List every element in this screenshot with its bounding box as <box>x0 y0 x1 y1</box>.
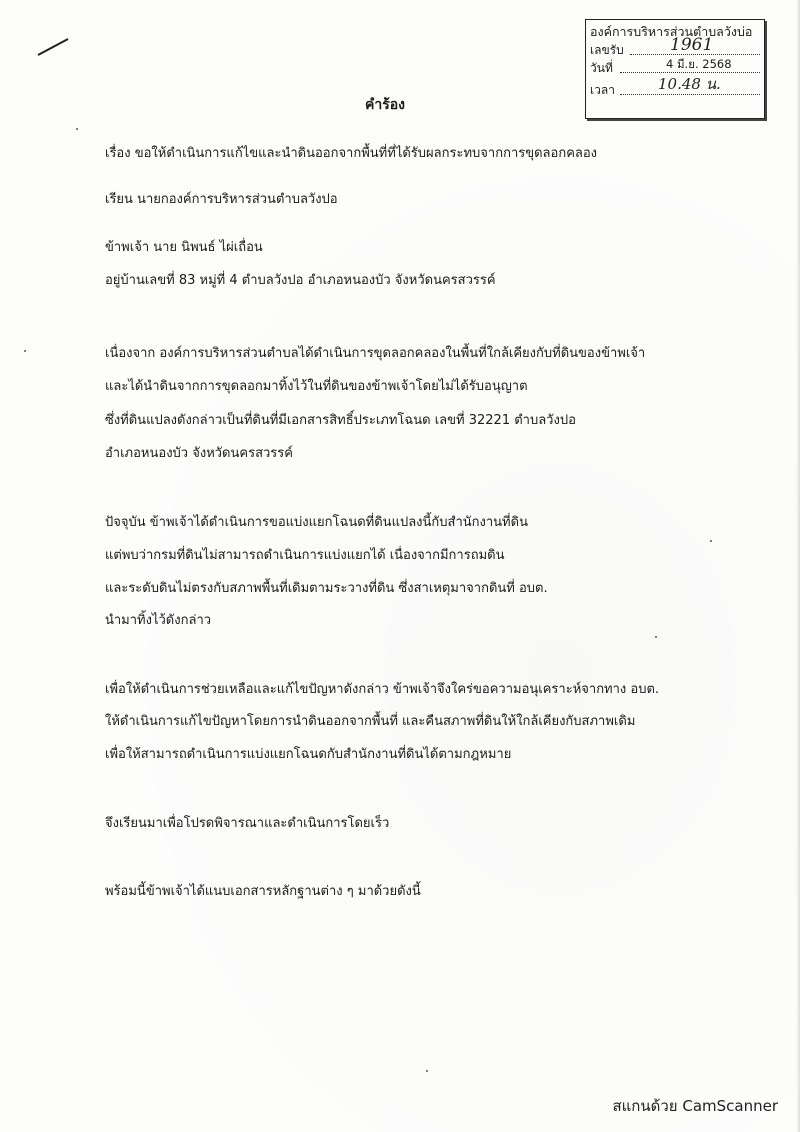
stamp-time-label: เวลา <box>590 83 615 97</box>
paragraph-line: และระดับดินไม่ตรงกับสภาพพื้นที่เดิมตามระวางที่ดิน ซึ่งสาเหตุมาจากดินที่ อบต. <box>105 581 548 596</box>
attachments-line: พร้อมนี้ข้าพเจ้าได้แนบเอกสารหลักฐานต่าง ๆ มาด้วยดังนี้ <box>105 884 421 899</box>
salutation-line: เรียน นายกองค์การบริหารส่วนตำบลวังปอ <box>105 192 338 207</box>
camscanner-watermark: สแกนด้วย CamScanner <box>612 1097 778 1115</box>
scan-speck <box>76 128 78 130</box>
paragraph-line: แต่พบว่ากรมที่ดินไม่สามารถดำเนินการแบ่งแยกได้ เนื่องจากมีการถมดิน <box>105 548 505 563</box>
closing-line: จึงเรียนมาเพื่อโปรดพิจารณาและดำเนินการโดยเร็ว <box>105 816 390 831</box>
stamp-received-number: 1961 <box>670 35 714 55</box>
paragraph-line: ให้ดำเนินการแก้ไขปัญหาโดยการนำดินออกจากพื้นที่ และคืนสภาพที่ดินให้ใกล้เคียงกับสภาพเดิม <box>105 714 636 729</box>
subject-line: เรื่อง ขอให้ดำเนินการแก้ไขและนำดินออกจากพื้นที่ที่ได้รับผลกระทบจากการขุดลอกคลอง <box>105 146 598 161</box>
sender-name: ข้าพเจ้า นาย นิพนธ์ ไผ่เถื่อน <box>105 240 263 255</box>
stamp-dotted-line <box>620 94 760 95</box>
paragraph-line: เพื่อให้ดำเนินการช่วยเหลือและแก้ไขปัญหาดังกล่าว ข้าพเจ้าจึงใคร่ขอความอนุเคราะห์จากทาง อบต. <box>105 682 660 697</box>
paragraph-line: เนื่องจาก องค์การบริหารส่วนตำบลได้ดำเนินการขุดลอกคลองในพื้นที่ใกล้เคียงกับที่ดินของข้าพเจ้า <box>105 346 646 361</box>
stamp-date-label: วันที่ <box>590 61 613 75</box>
received-stamp <box>585 19 765 119</box>
paragraph-line: อำเภอหนองบัว จังหวัดนครสวรรค์ <box>105 446 293 461</box>
stamp-time-value: 10.48 น. <box>658 75 721 93</box>
paragraph-line: นำมาทิ้งไว้ดังกล่าว <box>105 613 212 628</box>
stamp-title: องค์การบริหารส่วนตำบลวังบ่อ <box>590 24 753 39</box>
paragraph-line: ปัจจุบัน ข้าพเจ้าได้ดำเนินการขอแบ่งแยกโฉนดที่ดินแปลงนี้กับสำนักงานที่ดิน <box>105 515 528 530</box>
sender-address: อยู่บ้านเลขที่ 83 หมู่ที่ 4 ตำบลวังปอ อำเภอหนองบัว จังหวัดนครสวรรค์ <box>105 273 496 288</box>
paragraph-line: เพื่อให้สามารถดำเนินการแบ่งแยกโฉนดกับสำนักงานที่ดินได้ตามกฎหมาย <box>105 747 512 762</box>
scan-speck <box>426 1070 428 1072</box>
document-title: คำร้อง <box>365 97 405 113</box>
paragraph-line: และได้นำดินจากการขุดลอกมาทิ้งไว้ในที่ดินของข้าพเจ้าโดยไม่ได้รับอนุญาต <box>105 379 528 394</box>
scan-speck <box>655 636 657 638</box>
paragraph-line: ซึ่งที่ดินแปลงดังกล่าวเป็นที่ดินที่มีเอกสารสิทธิ์ประเภทโฉนด เลขที่ 32221 ตำบลวังปอ <box>105 413 576 428</box>
stamp-time-row <box>590 75 760 99</box>
pen-stroke-mark <box>38 38 69 56</box>
scan-speck <box>710 540 712 542</box>
stamp-received-label: เลขรับ <box>590 43 624 57</box>
stamp-date-value: 4 มี.ย. 2568 <box>666 57 732 71</box>
scan-speck <box>24 350 26 352</box>
page-edge-shadow <box>796 0 800 1132</box>
